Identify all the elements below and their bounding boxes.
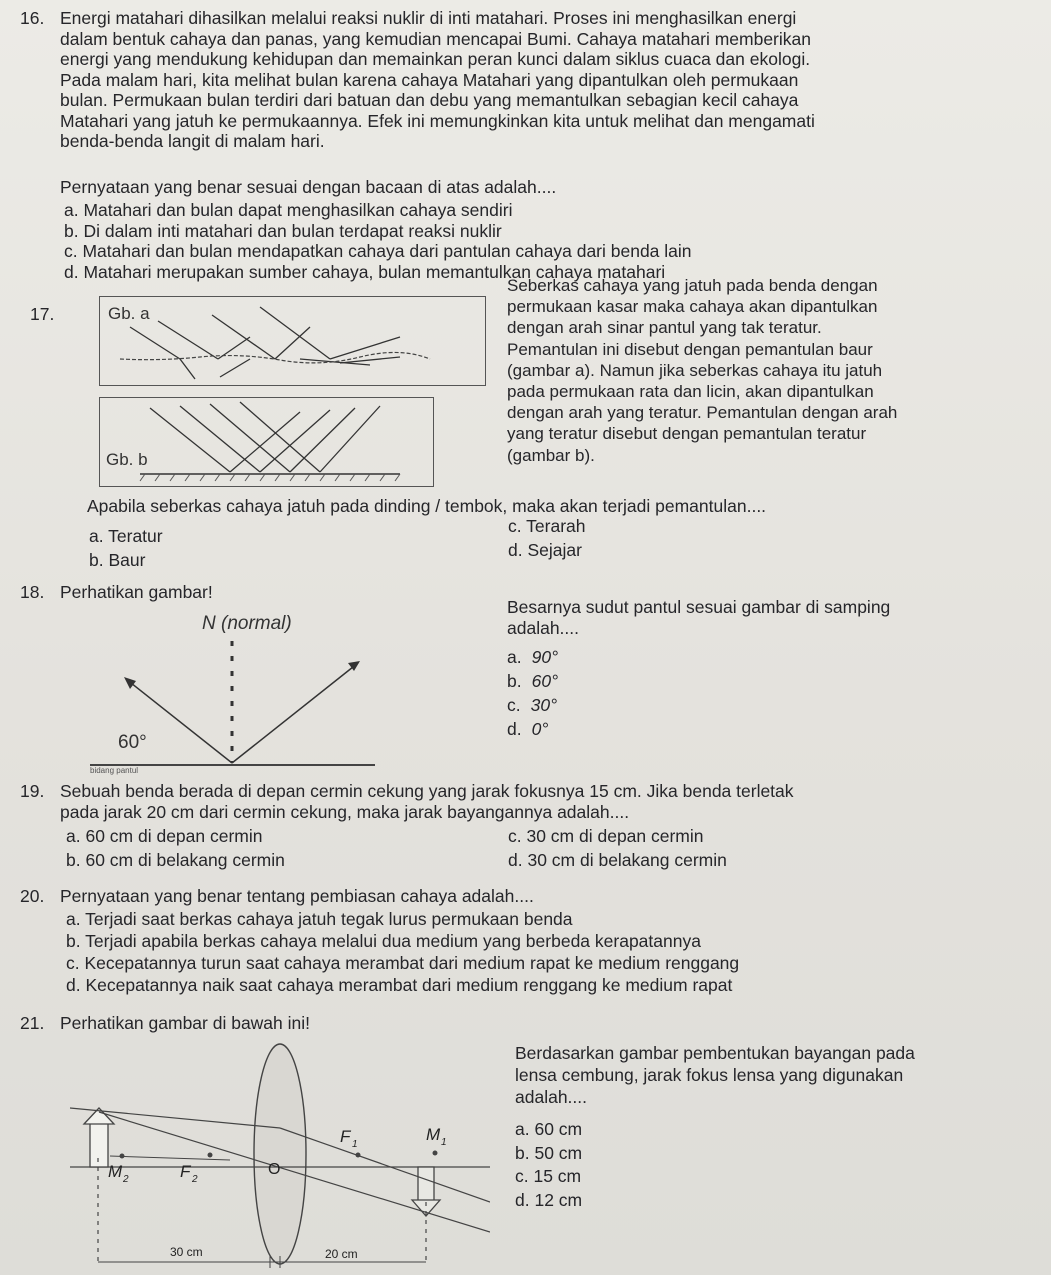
q21-option-a[interactable]: a. 60 cm: [515, 1119, 583, 1139]
label-F1-sub: 1: [352, 1139, 358, 1150]
q19-number: 19.: [20, 781, 45, 801]
label-distance-image: 20 cm: [325, 1247, 358, 1261]
q21-convex-lens-diagram: [70, 1032, 490, 1272]
q17-number: 17.: [30, 304, 55, 324]
q16-number: 16.: [20, 8, 45, 28]
image-arrow: [418, 1167, 434, 1201]
q18-option-d[interactable]: d. 0°: [507, 719, 549, 739]
q16-passage-line: dalam bentuk cahaya dan panas, yang kemudian mencapai Bumi. Cahaya matahari memberikan: [60, 28, 811, 49]
incident-arrow-icon: [124, 677, 136, 689]
q17-fig-b-label: Gb. b: [106, 450, 148, 469]
q16-passage: [60, 8, 815, 152]
q18-question-line: adalah....: [507, 617, 579, 638]
q17-question: Apabila seberkas cahaya jatuh pada dinding / tembok, maka akan terjadi pemantulan....: [87, 496, 767, 516]
q18-normal-label: N (normal): [202, 613, 292, 634]
label-O: O: [268, 1161, 281, 1178]
q18-angle-label: 60°: [118, 732, 147, 753]
q16-passage-line: benda-benda langit di malam hari.: [60, 131, 325, 151]
q19-option-a[interactable]: a. 60 cm di depan cermin: [66, 826, 263, 846]
q17-option-d[interactable]: d. Sejajar: [508, 540, 582, 560]
q18-intro: Perhatikan gambar!: [60, 582, 213, 602]
regular-reflection-diagram: [100, 398, 433, 486]
q17-passage-line: Pemantulan ini disebut dengan pemantulan baur: [507, 339, 873, 359]
q16-option-d[interactable]: d. Matahari merupakan sumber cahaya, bulan memantulkan cahaya matahari: [64, 261, 666, 282]
q20-number: 20.: [20, 886, 45, 906]
q17-option-c[interactable]: c. Terarah: [508, 516, 586, 536]
q20-question: Pernyataan yang benar tentang pembiasan cahaya adalah....: [60, 886, 534, 906]
q18-option-a[interactable]: a. 90°: [507, 647, 559, 667]
q20-options: [66, 908, 739, 996]
q16-passage-line: energi yang mendukung kehidupan dan memainkan peran kunci dalam siklus cuaca dan ekologi.: [60, 49, 811, 69]
label-M1-sub: 1: [441, 1137, 447, 1148]
q17-passage-line: dengan arah yang teratur. Pemantulan dengan arah: [507, 403, 898, 423]
q21-question-line: adalah....: [515, 1087, 587, 1107]
q17-figure-b: [99, 397, 434, 487]
object-arrow: [90, 1122, 108, 1167]
q21-intro: Perhatikan gambar di bawah ini!: [60, 1013, 311, 1033]
q16-question: Pernyataan yang benar sesuai dengan bacaan di atas adalah....: [60, 177, 557, 197]
q16-option-c[interactable]: c. Matahari dan bulan mendapatkan cahaya dari pantulan cahaya dari benda lain: [64, 241, 692, 261]
q21-option-c[interactable]: c. 15 cm: [515, 1166, 582, 1186]
q18-question-line: Besarnya sudut pantul sesuai gambar di samping: [507, 597, 891, 617]
q17-passage: [507, 275, 897, 466]
q16-passage-line: Energi matahari dihasilkan melalui reaksi nuklir di inti matahari. Proses ini menghasilkan energi: [60, 8, 797, 28]
label-F2: F: [180, 1162, 191, 1181]
q16-options: [64, 200, 692, 282]
q17-passage-line: dengan arah sinar pantul yang tak teratur.: [507, 318, 822, 338]
q16-passage-line: bulan. Permukaan bulan terdiri dari batuan dan debu yang memantulkan sebagian kecil cahaya: [60, 90, 799, 110]
q21-option-d[interactable]: d. 12 cm: [515, 1189, 583, 1210]
q20-option-c[interactable]: c. Kecepatannya turun saat cahaya merambat dari medium rapat ke medium renggang: [66, 953, 740, 973]
q19-question-line: Sebuah benda berada di depan cermin cekung yang jarak fokusnya 15 cm. Jika benda terletak: [60, 781, 794, 801]
q17-passage-line: yang teratur disebut dengan pemantulan teratur: [507, 424, 867, 444]
q19-option-b[interactable]: b. 60 cm di belakang cermin: [66, 850, 285, 870]
label-F2-sub: 2: [192, 1174, 198, 1185]
q17-passage-line: permukaan kasar maka cahaya akan dipantulkan: [507, 297, 878, 317]
q18-question: [507, 597, 890, 638]
q19-question-line: pada jarak 20 cm dari cermin cekung, maka jarak bayangannya adalah....: [60, 801, 630, 822]
q19-option-d[interactable]: d. 30 cm di belakang cermin: [508, 850, 727, 870]
q19-option-c[interactable]: c. 30 cm di depan cermin: [508, 826, 704, 846]
label-M2-sub: 2: [123, 1174, 129, 1185]
label-distance-object: 30 cm: [170, 1245, 203, 1259]
q17-figure-a: [99, 296, 486, 386]
q17-option-a[interactable]: a. Teratur: [89, 526, 163, 546]
convex-lens: [254, 1044, 306, 1264]
q17-option-b[interactable]: b. Baur: [89, 550, 146, 570]
q17-fig-a-label: Gb. a: [108, 304, 150, 323]
q18-mirror-label: bidang pantul: [90, 766, 139, 775]
q21-options: [515, 1118, 582, 1212]
label-M2: M: [108, 1162, 123, 1181]
q21-number: 21.: [20, 1013, 45, 1033]
q17-passage-line: pada permukaan rata dan licin, akan dipantulkan: [507, 382, 874, 402]
q17-passage-line: (gambar a). Namun jika seberkas cahaya itu jatuh: [507, 360, 883, 380]
q21-option-b[interactable]: b. 50 cm: [515, 1142, 583, 1163]
q20-option-d[interactable]: d. Kecepatannya naik saat cahaya merambat dari medium renggang ke medium rapat: [66, 975, 733, 995]
q17-passage-line: Seberkas cahaya yang jatuh pada benda dengan: [507, 276, 878, 295]
diffuse-reflection-diagram: [100, 297, 485, 385]
reflected-ray: [232, 663, 358, 763]
q18-reflection-diagram: [90, 605, 390, 775]
q18-option-c[interactable]: c. 30°: [507, 695, 558, 715]
q16-passage-line: Matahari yang jatuh ke permukaannya. Efek ini memungkinkan kita untuk melihat dan mengamati: [60, 110, 815, 131]
q21-question-line: lensa cembung, jarak fokus lensa yang digunakan: [515, 1065, 904, 1085]
q16-option-a[interactable]: a. Matahari dan bulan dapat menghasilkan cahaya sendiri: [64, 200, 513, 220]
label-F1: F: [340, 1127, 351, 1146]
label-M1: M: [426, 1125, 441, 1144]
q16-passage-line: Pada malam hari, kita melihat bulan karena cahaya Matahari yang dipantulkan oleh permukaan: [60, 69, 799, 90]
q18-option-b[interactable]: b. 60°: [507, 671, 559, 691]
q17-passage-line: (gambar b).: [507, 445, 595, 465]
q20-option-a[interactable]: a. Terjadi saat berkas cahaya jatuh tegak lurus permukaan benda: [66, 909, 573, 929]
q20-option-b[interactable]: b. Terjadi apabila berkas cahaya melalui dua medium yang berbeda kerapatannya: [66, 931, 701, 951]
q18-number: 18.: [20, 582, 45, 602]
q21-question: [515, 1042, 915, 1108]
q19-question: [60, 781, 794, 822]
q16-option-b[interactable]: b. Di dalam inti matahari dan bulan terdapat reaksi nuklir: [64, 220, 502, 241]
q21-question-line: Berdasarkan gambar pembentukan bayangan pada: [515, 1043, 915, 1063]
